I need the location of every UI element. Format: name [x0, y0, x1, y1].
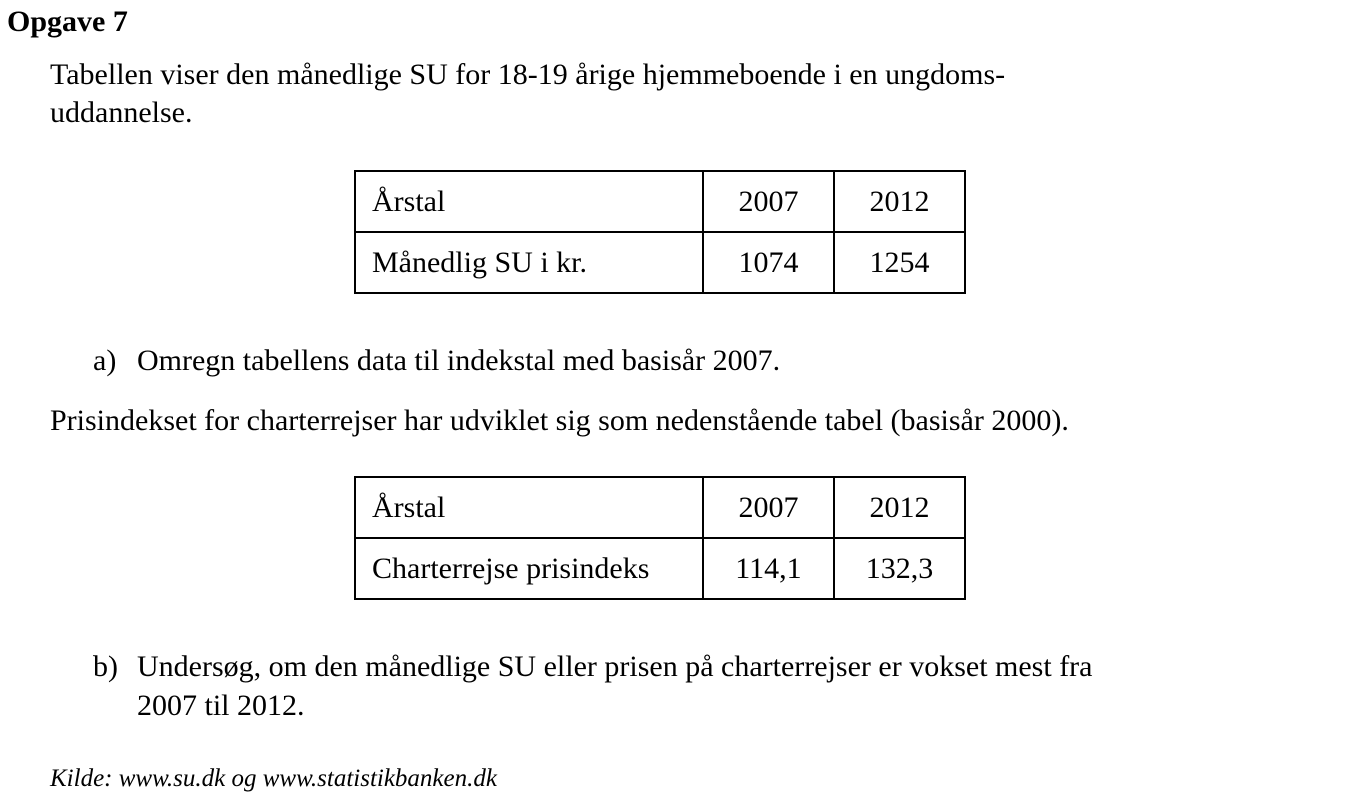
- question-b-marker: b): [93, 650, 118, 683]
- question-b-text-line-2: 2007 til 2012.: [137, 689, 305, 722]
- charter-table: [354, 476, 966, 600]
- table-cell: Charterrejse prisindeks: [355, 538, 703, 599]
- table-header-cell: 2007: [703, 171, 834, 232]
- question-a-marker: a): [93, 344, 117, 377]
- question-a-text: Omregn tabellens data til indekstal med basisår 2007.: [137, 344, 781, 377]
- table-cell: 1254: [834, 232, 965, 293]
- table-cell: 1074: [703, 232, 834, 293]
- table-header-cell: Årstal: [355, 477, 703, 538]
- table-header-cell: 2012: [834, 477, 965, 538]
- table-row: [355, 477, 965, 538]
- table-cell: 114,1: [703, 538, 834, 599]
- intro-line-1: Tabellen viser den månedlige SU for 18-19 årige hjemmeboende i en ungdoms-: [50, 58, 1006, 91]
- question-b: [93, 648, 1093, 686]
- paragraph-2: Prisindekset for charterrejser har udviklet sig som nedenstående tabel (basisår 2000).: [50, 404, 1069, 437]
- table-header-cell: 2012: [834, 171, 965, 232]
- table-cell: Månedlig SU i kr.: [355, 232, 703, 293]
- table-row: [355, 538, 965, 599]
- exercise-title: Opgave 7: [7, 5, 128, 38]
- source-note: Kilde: www.su.dk og www.statistikbanken.dk: [50, 765, 497, 792]
- question-b-text-line-1: Undersøg, om den månedlige SU eller prisen på charterrejser er vokset mest fra: [137, 650, 1093, 683]
- table-row: [355, 232, 965, 293]
- intro-line-2: uddannelse.: [50, 96, 193, 129]
- table-row: [355, 171, 965, 232]
- table-header-cell: Årstal: [355, 171, 703, 232]
- su-table: [354, 170, 966, 294]
- table-cell: 132,3: [834, 538, 965, 599]
- question-a: [93, 342, 780, 380]
- table-header-cell: 2007: [703, 477, 834, 538]
